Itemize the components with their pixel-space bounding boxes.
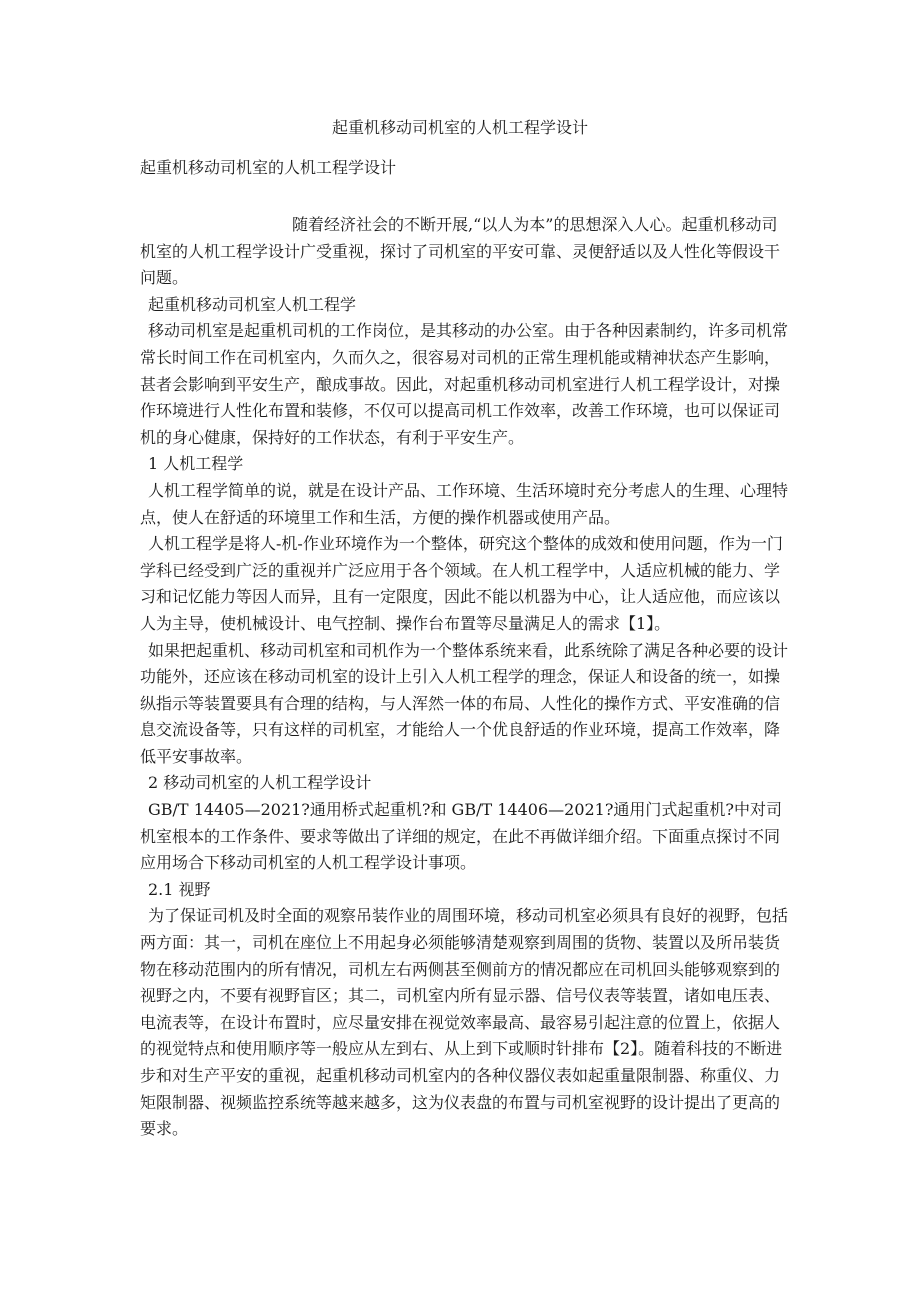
section-1-paragraph-1: 人机工程学简单的说，就是在设计产品、工作环境、生活环境时充分考虑人的生理、心理特点，使人在舒适的环境里工作和生活，方便的操作机器或使用产品。 [140,480,789,527]
keywords-line: 起重机移动司机室人机工程学 [148,294,357,314]
section-2-paragraph-1: GB/T 14405—2021?通用桥式起重机?和 GB/T 14406—2021?通用门式起重机?中对司机室根本的工作条件、要求等做出了详细的规定，在此不再做详细介绍。下面重点探讨不同应用场合下移动司机室的人机工程学设计事项。 [140,800,783,873]
section-1-paragraph-3: 如果把起重机、移动司机室和司机作为一个整体系统来看，此系统除了满足各种必要的设计功能外，还应该在移动司机室的设计上引入人机工程学的理念，保证人和设备的统一，如操纵指示等装置要具有合理的结构，与人浑然一体的布局、人性化的操作方式、平安准确的信息交流设备等，只有这样的司机室，才能给人一个优良舒适的作业环境，提高工作效率，降低平安事故率。 [140,640,789,766]
section-1-heading: 1 人机工程学 [148,454,244,474]
document-title: 起重机移动司机室的人机工程学设计 [331,118,588,137]
section-1-paragraph-2: 人机工程学是将人-机-作业环境作为一个整体，研究这个整体的成效和使用问题，作为一门学科已经受到广泛的重视并广泛应用于各个领域。在人机工程学中，人适应机械的能力、学习和记忆能力等因人而异，且有一定限度，因此不能以机器为中心，让人适应他，而应该以人为主导，使机械设计、电气控制、操作台布置等尽量满足人的需求【1】。 [140,534,783,633]
document-body [140,212,790,1143]
intro-paragraph: 移动司机室是起重机司机的工作岗位，是其移动的办公室。由于各种因素制约，许多司机常常长时间工作在司机室内，久而久之，很容易对司机的正常生理机能或精神状态产生影响，甚者会影响到平安生产，酿成事故。因此，对起重机移动司机室进行人机工程学设计，对操作环境进行人性化布置和装修，不仅可以提高司机工作效率，改善工作环境，也可以保证司机的身心健康，保持好的工作状态，有利于平安生产。 [140,321,789,447]
section-2-1-heading: 2.1 视野 [148,879,211,899]
section-2-1-paragraph-1: 为了保证司机及时全面的观察吊装作业的周围环境，移动司机室必须具有良好的视野，包括两方面：其一，司机在座位上不用起身必须能够清楚观察到周围的货物、装置以及所吊装货物在移动范围内的所有情况，司机左右两侧甚至侧前方的情况都应在司机回头能够观察到的视野之内，不要有视野盲区；其二，司机室内所有显示器、信号仪表等装置，诸如电压表、电流表等，在设计布置时，应尽量安排在视觉效率最高、最容易引起注意的位置上，依据人的视觉特点和使用顺序等一般应从左到右、从上到下或顺时针排布【2】。随着科技的不断进步和对生产平安的重视，起重机移动司机室内的各种仪器仪表如起重量限制器、称重仪、力矩限制器、视频监控系统等越来越多，这为仪表盘的布置与司机室视野的设计提出了更高的要求。 [140,906,789,1139]
abstract-paragraph: 随着经济社会的不断开展,“以人为本”的思想深入人心。起重机移动司机室的人机工程学设计广受重视，探讨了司机室的平安可靠、灵便舒适以及人性化等假设干问题。 [140,215,781,288]
section-2-heading: 2 移动司机室的人机工程学设计 [148,773,372,793]
document-subtitle: 起重机移动司机室的人机工程学设计 [140,158,397,177]
